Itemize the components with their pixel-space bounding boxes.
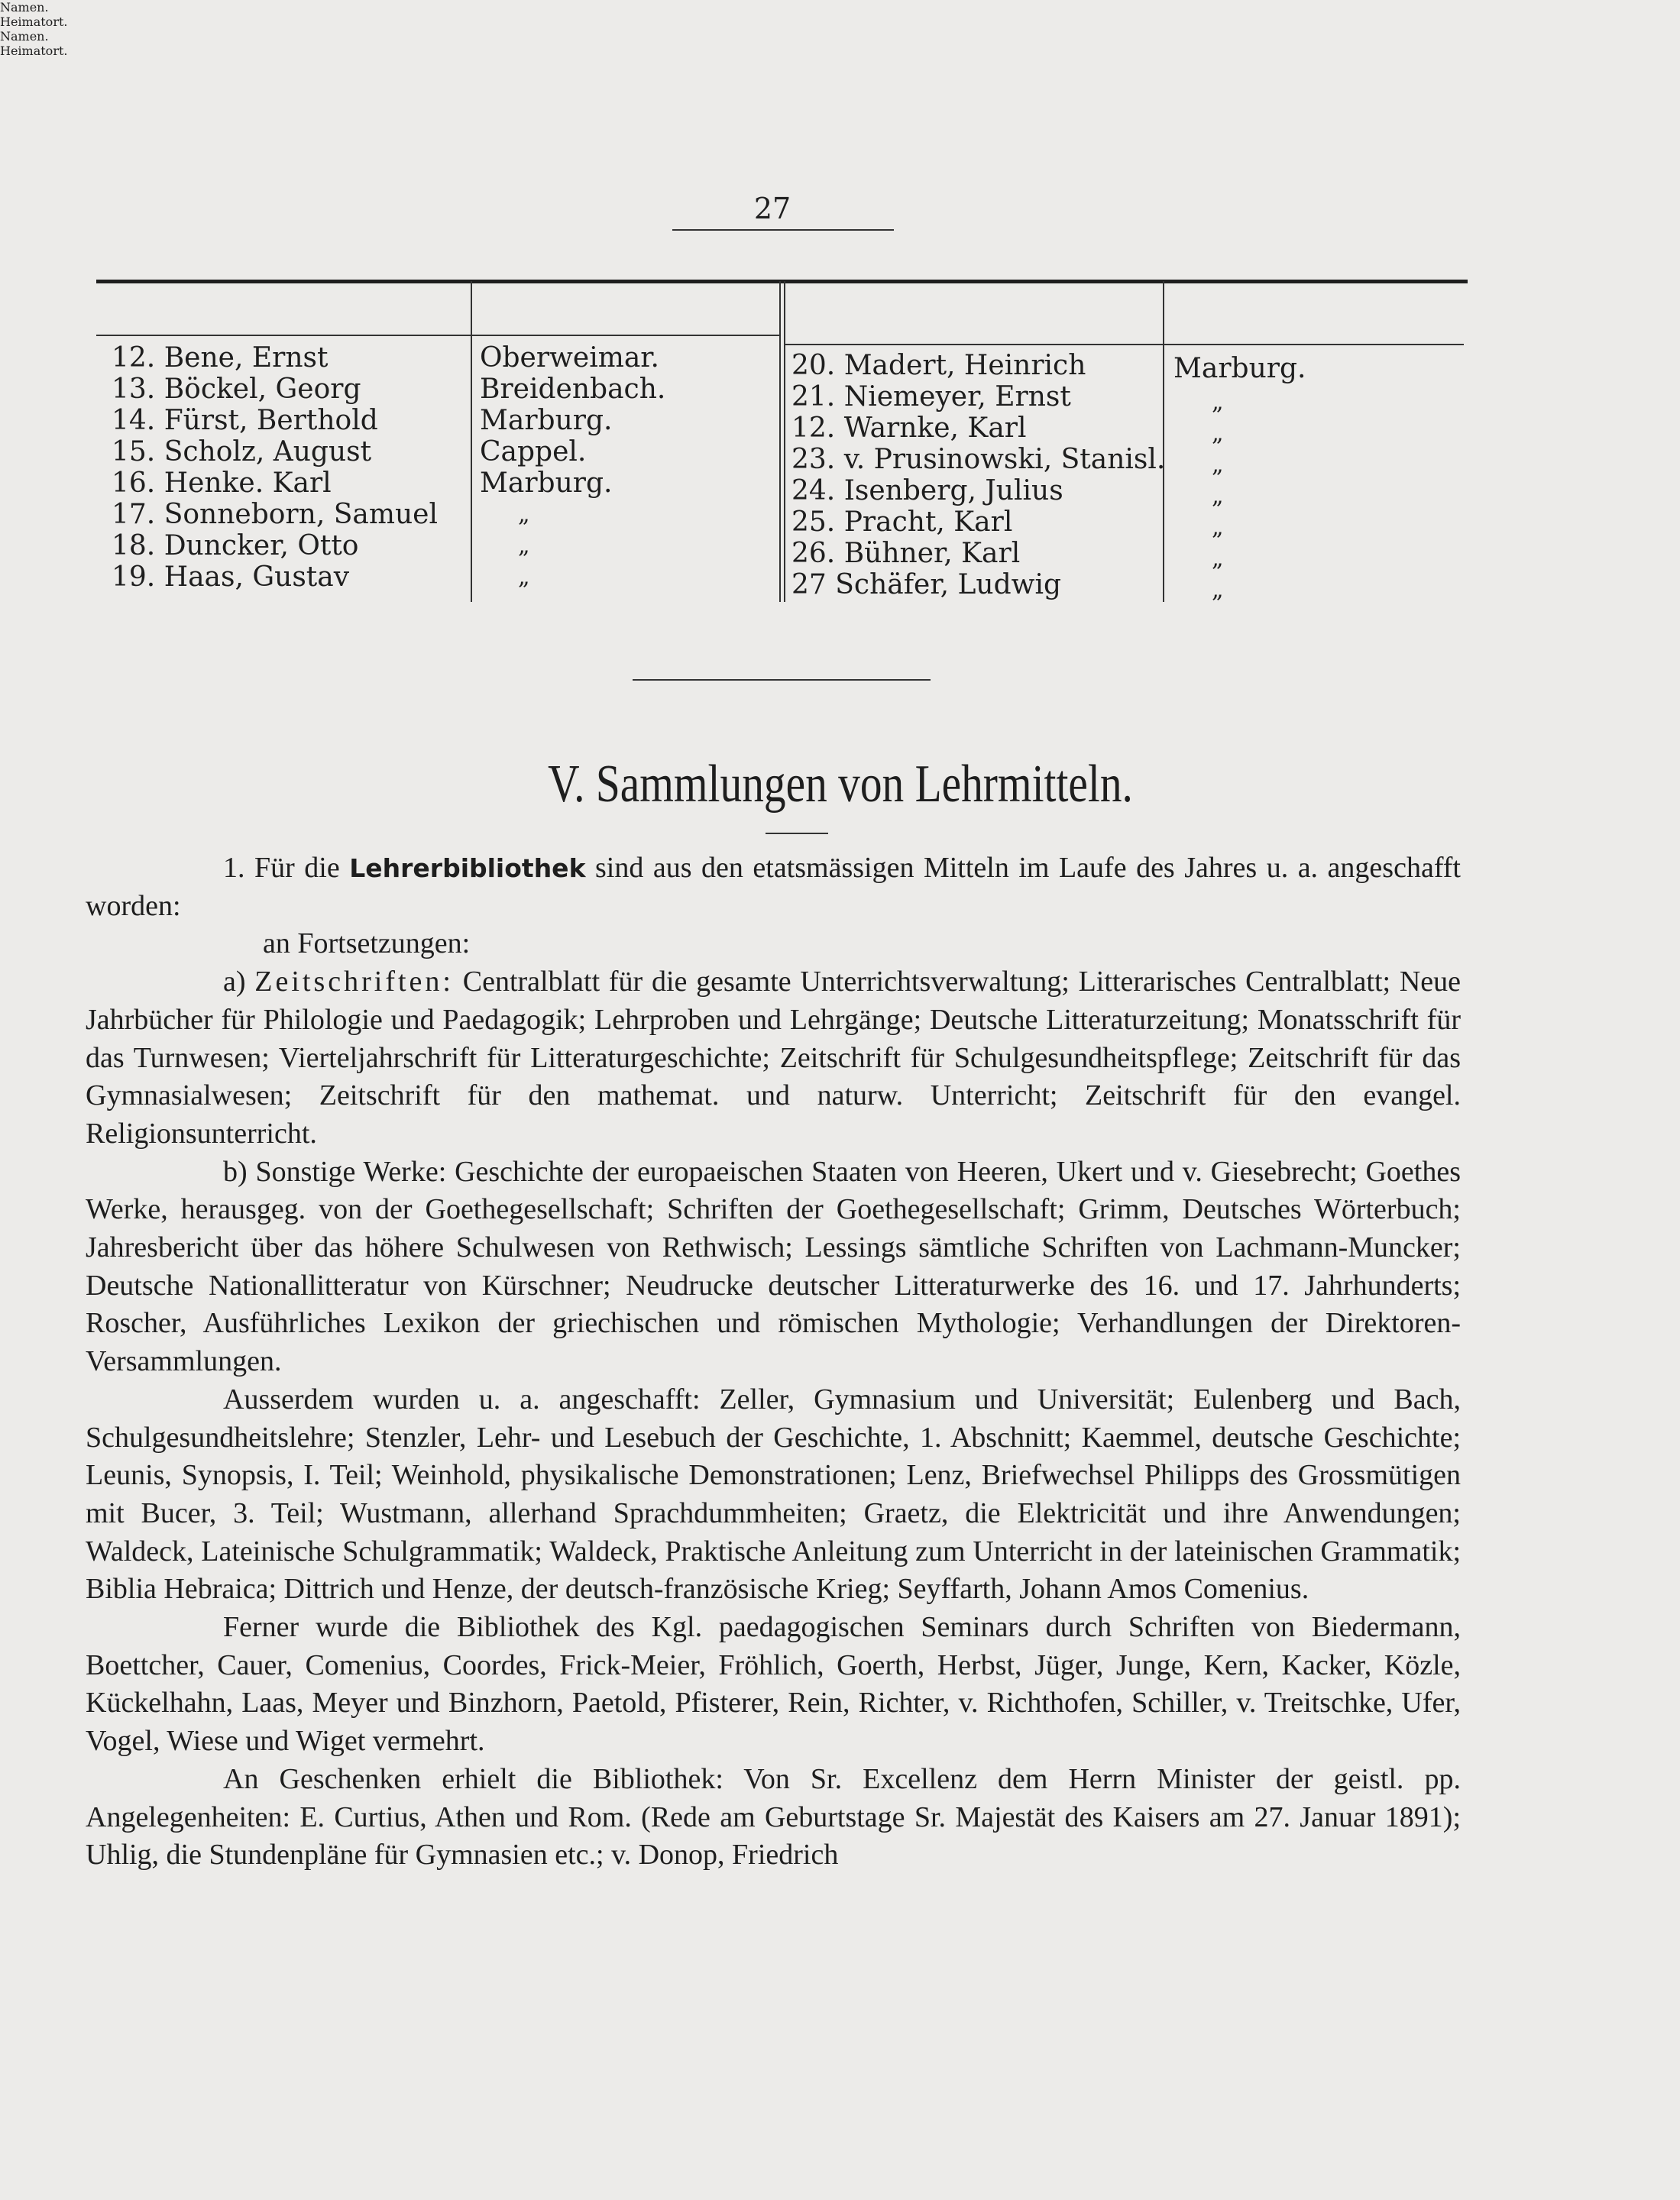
header-rule-left xyxy=(96,335,779,336)
body-text xyxy=(86,849,1461,1875)
ditto-mark: „ xyxy=(1212,577,1224,603)
list-item: 20. Madert, Heinrich xyxy=(791,350,1086,381)
list-item: 24. Isenberg, Julius xyxy=(791,475,1063,506)
list-item: Marburg. xyxy=(480,467,613,499)
header-rule-right xyxy=(784,344,1464,345)
paragraph-seminar: Ferner wurde die Bibliothek des Kgl. paedagogischen Seminars durch Schriften von Biedermann, Boettcher, Cauer, Comenius, Coordes, Frick-Meier, Fröhlich, Goerth, Herbst, Jüger, Junge, Kern, Kacker, Közle, Kückelhahn, Laas, Meyer und Binzhorn, Paetold, Pfisterer, Rein, Richter, v. Richthofen, Schiller, v. Treitschke, Ufer, Vogel, Wiese und Wiget vermehrt. xyxy=(86,1611,1461,1758)
list-item: 17. Sonneborn, Samuel xyxy=(112,499,438,530)
paragraph-geschenke: An Geschenken erhielt die Bibliothek: Von Sr. Excellenz dem Herrn Minister der geistl. pp. Angelegenheiten: E. Curtius, Athen und Rom. (Rede am Geburtstage Sr. Majestät des Kaisers am 27. Januar 1891); Uhlig, die Stundenpläne für Gymnasien etc.; v. Donop, Friedrich xyxy=(86,1762,1461,1872)
emphasis-zeitschriften: Zeitschriften: xyxy=(254,966,454,998)
header-heimatort-left: Heimatort. xyxy=(0,15,68,29)
list-item: Breidenbach. xyxy=(480,374,666,405)
list-item: 25. Pracht, Karl xyxy=(791,506,1013,538)
list-item: 13. Böckel, Georg xyxy=(112,374,361,405)
list-item: 19. Haas, Gustav xyxy=(112,561,350,593)
header-heimatort-right: Heimatort. xyxy=(0,44,68,58)
list-item: Marburg. xyxy=(480,405,613,436)
column-divider xyxy=(779,281,781,602)
paragraph-fortsetzungen: an Fortsetzungen: xyxy=(263,927,471,960)
list-item: 26. Bühner, Karl xyxy=(791,538,1021,569)
right-names-column xyxy=(791,350,1165,600)
section-title: V. Sammlungen von Lehrmitteln. xyxy=(548,755,1133,814)
ditto-mark: „ xyxy=(518,564,530,590)
list-item: 15. Scholz, August xyxy=(112,436,372,467)
list-item: Oberweimar. xyxy=(480,342,660,374)
header-namen-right: Namen. xyxy=(0,29,49,44)
left-places-ditto xyxy=(480,499,530,593)
paragraph-lehrerbibliothek: 1. Für die Lehrerbibliothek sind aus den etatsmässigen Mitteln im Laufe des Jahres u. a. angeschafft worden: xyxy=(86,852,1461,922)
separator-rule xyxy=(633,679,931,681)
list-item: Marburg. xyxy=(1173,353,1306,384)
list-item: 21. Niemeyer, Ernst xyxy=(791,381,1071,412)
roster-table xyxy=(0,0,1680,603)
list-item: 14. Fürst, Berthold xyxy=(112,405,378,436)
ditto-mark: „ xyxy=(518,532,530,559)
list-item: 16. Henke. Karl xyxy=(112,467,332,499)
title-underline xyxy=(766,833,828,834)
ditto-mark: „ xyxy=(1212,389,1224,416)
emphasis-lehrerbibliothek: Lehrerbibliothek xyxy=(349,853,586,883)
list-item: 27 Schäfer, Ludwig xyxy=(791,569,1062,600)
ditto-mark: „ xyxy=(1212,483,1224,510)
paragraph-ausserdem: Ausserdem wurden u. a. angeschafft: Zeller, Gymnasium und Universität; Eulenberg und Bach, Schulgesundheitslehre; Stenzler, Lehr- und Lesebuch der Geschichte, 1. Abschnitt; Kaemmel, deutsche Geschichte; Leunis, Synopsis, I. Teil; Weinhold, physikalische Demonstrationen; Lenz, Briefwechsel Philipps des Grossmütigen mit Bucer, 3. Teil; Wustmann, allerhand Sprachdummheiten; Graetz, die Elektricität und ihre Anwendungen; Waldeck, Lateinische Schulgrammatik; Waldeck, Praktische Anleitung zum Unterricht in der lateinischen Grammatik; Biblia Hebraica; Dittrich und Henze, der deutsch-französische Krieg; Seyffarth, Johann Amos Comenius. xyxy=(86,1383,1461,1606)
list-item: 12. Bene, Ernst xyxy=(112,342,329,374)
paragraph-sonstige-werke: b) Sonstige Werke: Geschichte der europaeischen Staaten von Heeren, Ukert und v. Giesebrecht; Goethes Werke, herausgeg. von der Goethegesellschaft; Schriften der Goethegesellschaft; Grimm, Deutsches Wörterbuch; Jahresbericht über das höhere Schulwesen von Rethwisch; Lessings sämtliche Schriften von Lachmann-Muncker; Deutsche Nationallitteratur von Kürschner; Neudrucke deutscher Litteraturwerke des 16. und 17. Jahrhunderts; Roscher, Ausführliches Lexikon der griechischen und römischen Mythologie; Verhandlungen der Direktoren-Versammlungen. xyxy=(86,1155,1461,1378)
ditto-mark: „ xyxy=(1212,545,1224,572)
right-places-column xyxy=(1173,353,1306,384)
column-divider xyxy=(784,281,785,602)
right-places-ditto xyxy=(1173,387,1224,606)
list-item: 12. Warnke, Karl xyxy=(791,412,1027,444)
list-item: 23. v. Prusinowski, Stanisl. xyxy=(791,444,1166,475)
ditto-mark: „ xyxy=(518,501,530,528)
header-namen-left: Namen. xyxy=(0,0,49,15)
page-number: 27 xyxy=(672,189,894,231)
ditto-mark: „ xyxy=(1212,451,1224,478)
left-places-column xyxy=(480,342,665,499)
paragraph-zeitschriften: a) Zeitschriften: Centralblatt für die gesamte Unterrichtsverwaltung; Litterarisches Centralblatt; Neue Jahrbücher für Philologie und Paedagogik; Lehrproben und Lehrgänge; Deutsche Litteraturzeitung; Monatsschrift für das Turnwesen; Vierteljahrschrift für Litteraturgeschichte; Zeitschrift für Schulgesundheitspflege; Zeitschrift für das Gymnasialwesen; Zeitschrift für den mathemat. und naturw. Unterricht; Zeitschrift für den evangel. Religionsunterricht. xyxy=(86,966,1461,1150)
left-names-column xyxy=(112,342,438,593)
ditto-mark: „ xyxy=(1212,420,1224,447)
list-item: Cappel. xyxy=(480,436,587,467)
list-item: 18. Duncker, Otto xyxy=(112,530,359,561)
column-divider xyxy=(471,281,472,602)
ditto-mark: „ xyxy=(1212,514,1224,541)
